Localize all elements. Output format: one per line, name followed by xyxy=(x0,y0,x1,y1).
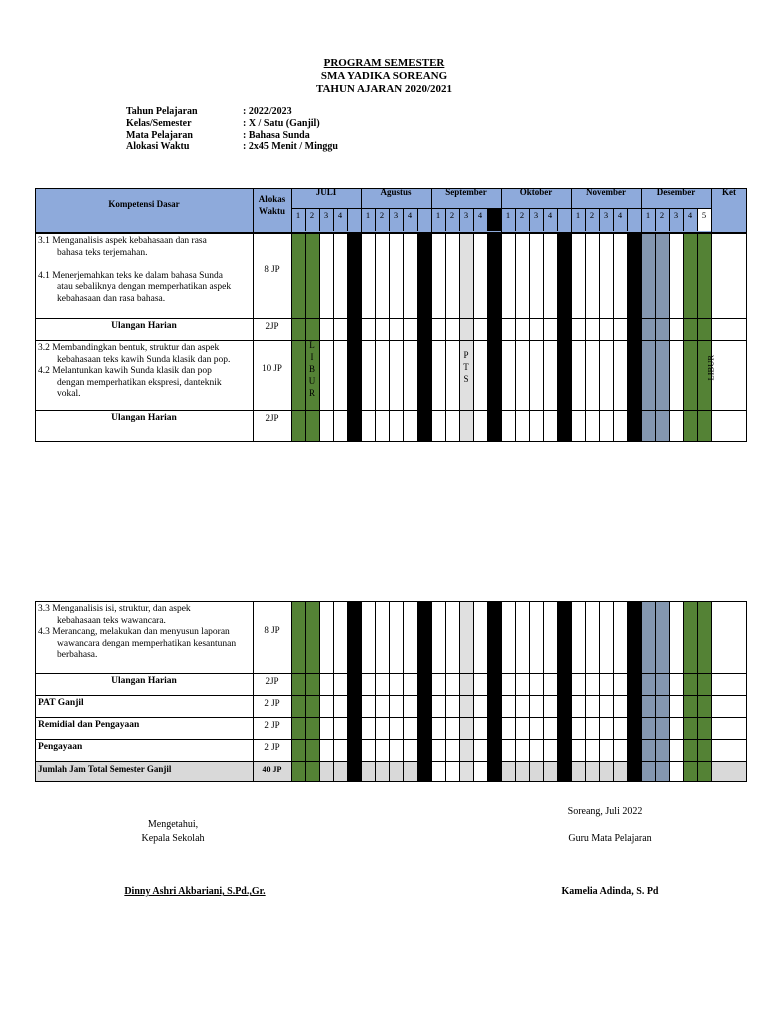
guru-label: Guru Mata Pelajaran xyxy=(568,833,652,844)
kd-cell xyxy=(38,720,250,732)
total-cell-bg xyxy=(529,761,543,782)
week-fill xyxy=(683,601,697,782)
col-line xyxy=(305,601,306,782)
kd-cell xyxy=(38,604,250,662)
month-header: November xyxy=(586,187,626,197)
col-line xyxy=(557,601,558,782)
week-number: 2 xyxy=(309,210,315,220)
col-line xyxy=(375,601,376,782)
libur-letter: B xyxy=(308,364,315,374)
week-number: 5 xyxy=(701,210,707,220)
sep-header-cell xyxy=(347,208,361,231)
week-fill xyxy=(641,601,655,782)
total-cell-bg xyxy=(375,761,389,782)
kd-line: Remidial dan Pengayaan xyxy=(38,720,140,730)
col-line xyxy=(669,233,670,442)
month-separator xyxy=(557,601,571,782)
week-number: 2 xyxy=(449,210,455,220)
col-line xyxy=(389,601,390,782)
week-number: 4 xyxy=(337,210,343,220)
col-line xyxy=(613,233,614,442)
kd-cell xyxy=(38,698,250,710)
col-line xyxy=(711,601,712,782)
col-line xyxy=(459,233,460,442)
kd-cell xyxy=(38,236,250,305)
week-number: 2 xyxy=(659,210,665,220)
pts-letter: P xyxy=(463,350,469,360)
col-line xyxy=(599,601,600,782)
week-fill xyxy=(291,601,305,782)
info-value: : 2x45 Menit / Minggu xyxy=(243,141,338,153)
kd-line: wawancara dengan memperhatikan kesantunan xyxy=(57,638,237,649)
jp-cell: 2 JP xyxy=(264,742,280,752)
total-cell-bg xyxy=(333,761,347,782)
kd-line: 4.3 Merancang, melakukan dan menyusun laporan xyxy=(38,627,230,637)
kd-line: kebahasaan teks wawancara. xyxy=(57,615,166,626)
col-line xyxy=(291,601,292,782)
col-line xyxy=(515,601,516,782)
col-line xyxy=(655,601,656,782)
total-cell-bg xyxy=(319,761,333,782)
sep-header-cell xyxy=(627,208,641,231)
week-number: 1 xyxy=(295,210,301,220)
month-separator xyxy=(487,601,501,782)
week-number: 3 xyxy=(393,210,399,220)
doc-title: PROGRAM SEMESTER xyxy=(323,57,445,69)
libur-letter: R xyxy=(308,388,315,398)
col-line xyxy=(697,233,698,442)
col-line xyxy=(711,233,712,442)
col-line xyxy=(627,233,628,442)
sep-header-cell xyxy=(417,208,431,231)
col-line xyxy=(599,233,600,442)
jp-cell: 40 JP xyxy=(262,765,282,774)
alokasi-header-1: Alokas xyxy=(258,194,286,204)
week-number: 4 xyxy=(477,210,483,220)
pts-letter: S xyxy=(463,374,469,384)
col-line xyxy=(291,233,292,442)
week-number: 3 xyxy=(603,210,609,220)
col-line xyxy=(361,233,362,442)
col-line xyxy=(403,233,404,442)
month-header: Agustus xyxy=(380,187,412,197)
week-row-line xyxy=(291,208,711,209)
jp-cell: 8 JP xyxy=(264,625,280,635)
kd-line: kebahasaan teks kawih Sunda klasik dan pop. xyxy=(57,354,231,365)
total-ket-bg xyxy=(711,761,747,782)
week-number: 4 xyxy=(617,210,623,220)
kd-cell xyxy=(38,413,250,425)
col-line xyxy=(445,233,446,442)
col-line xyxy=(627,601,628,782)
jp-cell: 2 JP xyxy=(264,698,280,708)
col-line xyxy=(557,233,558,442)
col-line xyxy=(473,233,474,442)
kd-header: Kompetensi Dasar xyxy=(108,199,180,209)
week-number: 1 xyxy=(645,210,651,220)
col-line xyxy=(501,233,502,442)
col-line xyxy=(319,601,320,782)
col-line xyxy=(746,601,747,782)
sep-header-cell xyxy=(557,208,571,231)
total-cell-bg xyxy=(403,761,417,782)
col-line xyxy=(389,233,390,442)
week-fill xyxy=(459,601,473,782)
col-line xyxy=(697,601,698,782)
jp-cell: 2 JP xyxy=(264,720,280,730)
col-line xyxy=(333,233,334,442)
kd-line: berbahasa. xyxy=(57,650,98,660)
info-value: : X / Satu (Ganjil) xyxy=(243,117,320,129)
col-line xyxy=(571,233,572,442)
col-line xyxy=(543,233,544,442)
col-line xyxy=(613,601,614,782)
kd-line: 3.3 Menganalisis isi, struktur, dan aspek xyxy=(38,604,191,614)
total-cell-bg xyxy=(543,761,557,782)
schedule-table-bottom xyxy=(35,601,747,782)
place-date: Soreang, Juli 2022 xyxy=(567,806,643,817)
col-line xyxy=(35,601,36,782)
sep-header-cell xyxy=(487,208,501,231)
col-line xyxy=(655,233,656,442)
kd-line: 3.2 Membandingkan bentuk, struktur dan aspek xyxy=(38,343,220,353)
col-line xyxy=(35,233,36,442)
kd-cell xyxy=(38,343,250,401)
week-number: 3 xyxy=(533,210,539,220)
col-line xyxy=(459,601,460,782)
alokasi-header-2: Waktu xyxy=(258,206,285,216)
week-number: 1 xyxy=(435,210,441,220)
col-line xyxy=(543,601,544,782)
total-cell-bg xyxy=(613,761,627,782)
week-number: 4 xyxy=(687,210,693,220)
week-number: 4 xyxy=(547,210,553,220)
col-line xyxy=(515,233,516,442)
col-line xyxy=(669,601,670,782)
total-cell-bg xyxy=(389,761,403,782)
col-line xyxy=(253,233,254,442)
col-line xyxy=(431,233,432,442)
kd-line: Ulangan Harian xyxy=(111,676,177,686)
kd-line: 3.1 Menganalisis aspek kebahasaan dan rasa xyxy=(38,236,207,246)
libur-letter: I xyxy=(310,352,314,362)
col-line xyxy=(746,233,747,442)
col-line xyxy=(641,233,642,442)
col-line xyxy=(641,601,642,782)
kepala-name: Dinny Ashri Akbariani, S.Pd.,Gr. xyxy=(124,886,266,897)
col-line xyxy=(585,601,586,782)
jp-cell: 2JP xyxy=(265,676,279,686)
col-line xyxy=(445,601,446,782)
kd-cell xyxy=(38,321,250,333)
month-header: Oktober xyxy=(519,187,553,197)
libur-letter: U xyxy=(308,376,316,386)
kd-cell xyxy=(38,676,250,688)
info-value: : 2022/2023 xyxy=(243,106,292,117)
total-cell-bg xyxy=(585,761,599,782)
kd-line xyxy=(38,259,250,271)
mengetahui-label: Mengetahui, xyxy=(147,819,199,830)
week-number: 3 xyxy=(673,210,679,220)
week-number: 2 xyxy=(519,210,525,220)
kd-line: bahasa teks terjemahan. xyxy=(57,247,148,258)
col-line xyxy=(347,233,348,442)
col-line xyxy=(431,601,432,782)
jp-cell: 2JP xyxy=(265,321,279,331)
col-line xyxy=(487,601,488,782)
col-line xyxy=(683,233,684,442)
jp-cell: 10 JP xyxy=(262,363,282,373)
month-header: JULI xyxy=(315,187,337,197)
col-line xyxy=(361,601,362,782)
academic-year: TAHUN AJARAN 2020/2021 xyxy=(315,83,453,95)
week-number: 4 xyxy=(407,210,413,220)
kd-line: vokal. xyxy=(57,389,81,399)
guru-name: Kamelia Adinda, S. Pd xyxy=(561,886,659,897)
kd-line: 4.1 Menerjemahkan teks ke dalam bahasa Sunda xyxy=(38,270,223,281)
month-separator xyxy=(347,601,361,782)
col-line xyxy=(683,601,684,782)
total-cell-bg xyxy=(571,761,585,782)
col-line xyxy=(403,601,404,782)
kd-cell xyxy=(38,742,250,754)
col-line xyxy=(347,601,348,782)
month-header: September xyxy=(445,187,487,197)
total-cell-bg xyxy=(501,761,515,782)
week-number: 2 xyxy=(379,210,385,220)
pts-letter: T xyxy=(463,362,469,372)
col-line xyxy=(375,233,376,442)
kd-line: PAT Ganjil xyxy=(38,698,84,708)
col-line xyxy=(417,601,418,782)
kd-line: dengan memperhatikan ekspresi, danteknik xyxy=(57,377,222,388)
kd-line: Pengayaan xyxy=(38,742,83,752)
info-label: Alokasi Waktu xyxy=(126,141,190,153)
week-number: 3 xyxy=(463,210,469,220)
info-label: Mata Pelajaran xyxy=(126,129,193,141)
col-line xyxy=(253,601,254,782)
kd-line: kebahasaan dan rasa bahasa. xyxy=(57,293,166,304)
col-line xyxy=(585,233,586,442)
week-fill xyxy=(655,601,669,782)
month-separator xyxy=(417,601,431,782)
col-line xyxy=(529,601,530,782)
week-number: 2 xyxy=(589,210,595,220)
kd-line: atau sebaliknya dengan memperhatikan aspek xyxy=(57,282,232,292)
month-header: Desember xyxy=(656,187,696,197)
info-label: Tahun Pelajaran xyxy=(126,106,198,117)
kd-cell xyxy=(38,764,250,776)
col-line xyxy=(529,233,530,442)
week-fill xyxy=(697,601,711,782)
col-line xyxy=(417,233,418,442)
col-line xyxy=(305,233,306,442)
info-value: : Bahasa Sunda xyxy=(243,129,310,141)
week-fill xyxy=(305,601,319,782)
info-label: Kelas/Semester xyxy=(126,117,192,129)
col-line xyxy=(487,233,488,442)
libur-desember-label: LIBUR xyxy=(705,355,716,381)
week-number: 1 xyxy=(365,210,371,220)
total-cell-bg xyxy=(599,761,613,782)
week-number: 3 xyxy=(323,210,329,220)
schedule-table-top xyxy=(35,188,747,442)
total-cell-bg xyxy=(515,761,529,782)
jp-cell: 2JP xyxy=(265,413,279,423)
jp-cell: 8 JP xyxy=(264,264,280,274)
col-line xyxy=(333,601,334,782)
kd-line: Ulangan Harian xyxy=(111,413,177,423)
total-cell-bg xyxy=(361,761,375,782)
week-number: 1 xyxy=(505,210,511,220)
month-separator xyxy=(627,601,641,782)
col-line xyxy=(473,601,474,782)
kd-line: Ulangan Harian xyxy=(111,321,177,331)
col-line xyxy=(319,233,320,442)
kd-line: Jumlah Jam Total Semester Ganjil xyxy=(38,764,172,774)
ket-header: Ket xyxy=(722,187,736,197)
col-line xyxy=(501,601,502,782)
week-number: 1 xyxy=(575,210,581,220)
kepala-sekolah-label: Kepala Sekolah xyxy=(141,833,205,844)
kd-line: 4.2 Melantunkan kawih Sunda klasik dan pop xyxy=(38,366,212,376)
col-line xyxy=(571,601,572,782)
school-name: SMA YADIKA SOREANG xyxy=(320,70,448,82)
libur-letter: L xyxy=(309,340,315,350)
